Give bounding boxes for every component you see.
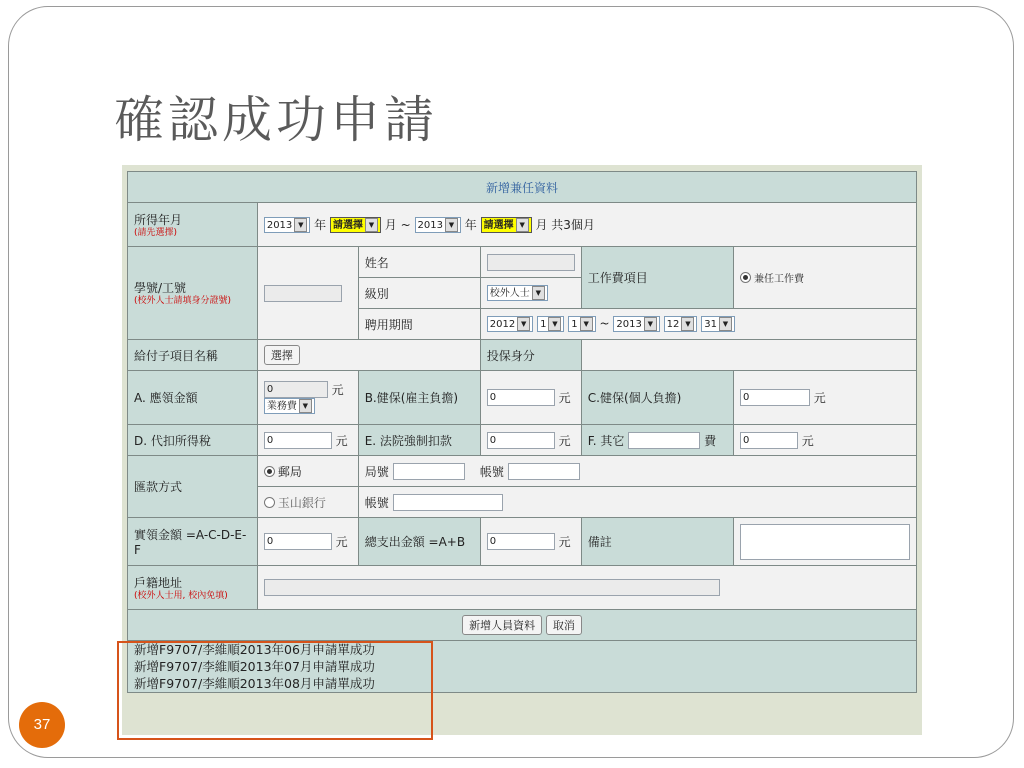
amount-f-label-cell <box>581 425 733 456</box>
dropdown-arrow-icon: ▼ <box>532 286 545 300</box>
from-month-select[interactable]: 請選擇 ▼ <box>330 217 381 233</box>
post-office-input[interactable] <box>393 463 465 480</box>
amount-c-unit: 元 <box>813 391 826 405</box>
bank-radio[interactable] <box>264 497 275 508</box>
amount-e-input[interactable]: 0 <box>487 432 555 449</box>
year-unit: 年 <box>464 217 477 232</box>
dropdown-arrow-icon: ▼ <box>299 399 312 413</box>
amount-e-unit: 元 <box>558 433 571 448</box>
dropdown-arrow-icon: ▼ <box>445 218 458 232</box>
tilde: ~ <box>599 316 610 331</box>
month-unit: 月 <box>384 217 397 232</box>
dropdown-arrow-icon: ▼ <box>517 317 530 331</box>
total-expense-unit: 元 <box>558 535 571 549</box>
cancel-button[interactable]: 取消 <box>546 615 582 635</box>
payment-item-cell <box>257 340 480 371</box>
net-cell <box>257 518 358 566</box>
address-label <box>128 566 258 610</box>
fee-item-label: 工作費項目 <box>581 247 733 309</box>
amount-a-label: A. 應領金額 <box>128 371 258 425</box>
fee-item-cell <box>733 247 916 309</box>
income-month-label <box>128 203 258 247</box>
fee-item-radio[interactable] <box>740 272 751 283</box>
amount-d-label: D. 代扣所得稅 <box>128 425 258 456</box>
amount-d-unit: 元 <box>335 433 348 448</box>
fee-item-option: 兼任工作費 <box>753 274 804 285</box>
period-end-year-select[interactable]: 2013 ▼ <box>613 316 659 332</box>
address-label-text: 戶籍地址 <box>134 575 183 590</box>
post-option-cell <box>257 456 358 487</box>
year-unit: 年 <box>314 217 327 232</box>
part-time-form <box>127 171 917 693</box>
dropdown-arrow-icon: ▼ <box>548 317 561 331</box>
page-number: 37 <box>19 702 65 748</box>
period-label: 聘用期間 <box>358 309 480 340</box>
post-radio[interactable] <box>264 466 275 477</box>
dropdown-arrow-icon: ▼ <box>719 317 732 331</box>
amount-b-label: B.健保(雇主負擔) <box>358 371 480 425</box>
insurance-label: 投保身分 <box>480 340 581 371</box>
amount-b-unit: 元 <box>558 391 571 405</box>
success-highlight-box <box>117 641 433 740</box>
amount-b-cell <box>480 371 581 425</box>
other-fee-name-input[interactable] <box>628 432 700 449</box>
add-person-button[interactable]: 新增人員資料 <box>462 615 542 635</box>
period-end-day-select[interactable]: 31 ▼ <box>701 316 735 332</box>
amount-b-input[interactable]: 0 <box>487 389 555 406</box>
dropdown-arrow-icon: ▼ <box>681 317 694 331</box>
name-label: 姓名 <box>358 247 480 278</box>
bank-account-input[interactable] <box>393 494 503 511</box>
result-message: 新增F9707/李維順2013年07月申請單成功 <box>134 659 375 674</box>
post-account-input[interactable] <box>508 463 580 480</box>
dropdown-arrow-icon: ▼ <box>516 218 529 232</box>
address-cell <box>257 566 916 610</box>
income-month-label-text: 所得年月 <box>134 212 183 227</box>
period-start-day-select[interactable]: 1 ▼ <box>568 316 595 332</box>
address-note: (校外人士用, 校內免填) <box>134 590 228 601</box>
total-expense-cell <box>480 518 581 566</box>
student-id-input[interactable] <box>264 285 342 302</box>
bank-account-label: 帳號 <box>364 495 389 510</box>
income-month-note: (請先選擇) <box>134 227 178 238</box>
dropdown-arrow-icon: ▼ <box>580 317 593 331</box>
total-expense-label: 總支出金額 =A+B <box>358 518 480 566</box>
from-year-select[interactable]: 2013 ▼ <box>264 217 310 233</box>
period-start-year-select[interactable]: 2012 ▼ <box>487 316 533 332</box>
payment-item-label: 給付子項目名稱 <box>128 340 258 371</box>
amount-c-label: C.健保(個人負擔) <box>581 371 733 425</box>
amount-f-cell <box>733 425 916 456</box>
amount-c-input[interactable]: 0 <box>740 389 810 406</box>
amount-d-input[interactable]: 0 <box>264 432 332 449</box>
student-id-note: (校外人士請填身分證號) <box>134 296 232 306</box>
remarks-cell <box>733 518 916 566</box>
select-button[interactable]: 選擇 <box>264 345 300 365</box>
period-end-month-select[interactable]: 12 ▼ <box>664 316 698 332</box>
amount-a-cell <box>257 371 358 425</box>
slide-title: 確認成功申請 <box>114 91 438 149</box>
to-month-select[interactable]: 請選擇 ▼ <box>481 217 532 233</box>
insurance-cell <box>581 340 916 371</box>
income-month-field <box>257 203 916 247</box>
post-option-label: 郵局 <box>277 464 302 479</box>
period-start-month-select[interactable]: 1 ▼ <box>537 316 564 332</box>
period-cell <box>480 309 916 340</box>
grade-label: 級別 <box>358 278 480 309</box>
bank-fields-cell <box>358 487 916 518</box>
net-unit: 元 <box>335 535 348 549</box>
address-input[interactable] <box>264 579 720 596</box>
amount-f-label: F. 其它 <box>587 433 625 448</box>
action-row <box>128 610 917 641</box>
result-message: 新增F9707/李維順2013年08月申請單成功 <box>134 676 375 691</box>
post-account-label: 帳號 <box>479 464 504 479</box>
tilde: ~ <box>400 217 411 232</box>
bank-option-cell <box>257 487 358 518</box>
amount-e-label: E. 法院強制扣款 <box>358 425 480 456</box>
amount-c-cell <box>733 371 916 425</box>
amount-f-input[interactable]: 0 <box>740 432 798 449</box>
remarks-label: 備註 <box>581 518 733 566</box>
dropdown-arrow-icon: ▼ <box>294 218 307 232</box>
expense-type-select[interactable]: 業務費 ▼ <box>264 398 315 414</box>
dropdown-arrow-icon: ▼ <box>365 218 378 232</box>
name-input[interactable] <box>487 254 575 271</box>
student-id-cell <box>257 247 358 340</box>
amount-a-input[interactable]: 0 <box>264 381 328 398</box>
amount-f-unit: 元 <box>801 433 814 448</box>
fee-unit: 費 <box>704 433 717 448</box>
net-input[interactable]: 0 <box>264 533 332 550</box>
form-header: 新增兼任資料 <box>128 172 917 203</box>
remittance-label: 匯款方式 <box>128 456 258 518</box>
amount-a-unit: 元 <box>331 383 344 397</box>
student-id-label-text: 學號/工號 <box>134 281 187 295</box>
result-message: 新增F9707/李維順2013年06月申請單成功 <box>134 642 375 657</box>
student-id-label <box>128 247 258 340</box>
remarks-textarea[interactable] <box>740 524 910 560</box>
name-cell <box>480 247 581 278</box>
to-year-select[interactable]: 2013 ▼ <box>415 217 461 233</box>
post-fields-cell <box>358 456 916 487</box>
grade-select[interactable]: 校外人士 ▼ <box>487 285 548 301</box>
month-total: 月 共3個月 <box>535 217 595 232</box>
grade-cell <box>480 278 581 309</box>
post-office-label: 局號 <box>364 464 389 479</box>
net-label: 實領金額 =A-C-D-E-F <box>128 518 258 566</box>
dropdown-arrow-icon: ▼ <box>644 317 657 331</box>
amount-d-cell <box>257 425 358 456</box>
bank-option-label: 玉山銀行 <box>277 495 326 510</box>
amount-e-cell <box>480 425 581 456</box>
total-expense-input[interactable]: 0 <box>487 533 555 550</box>
